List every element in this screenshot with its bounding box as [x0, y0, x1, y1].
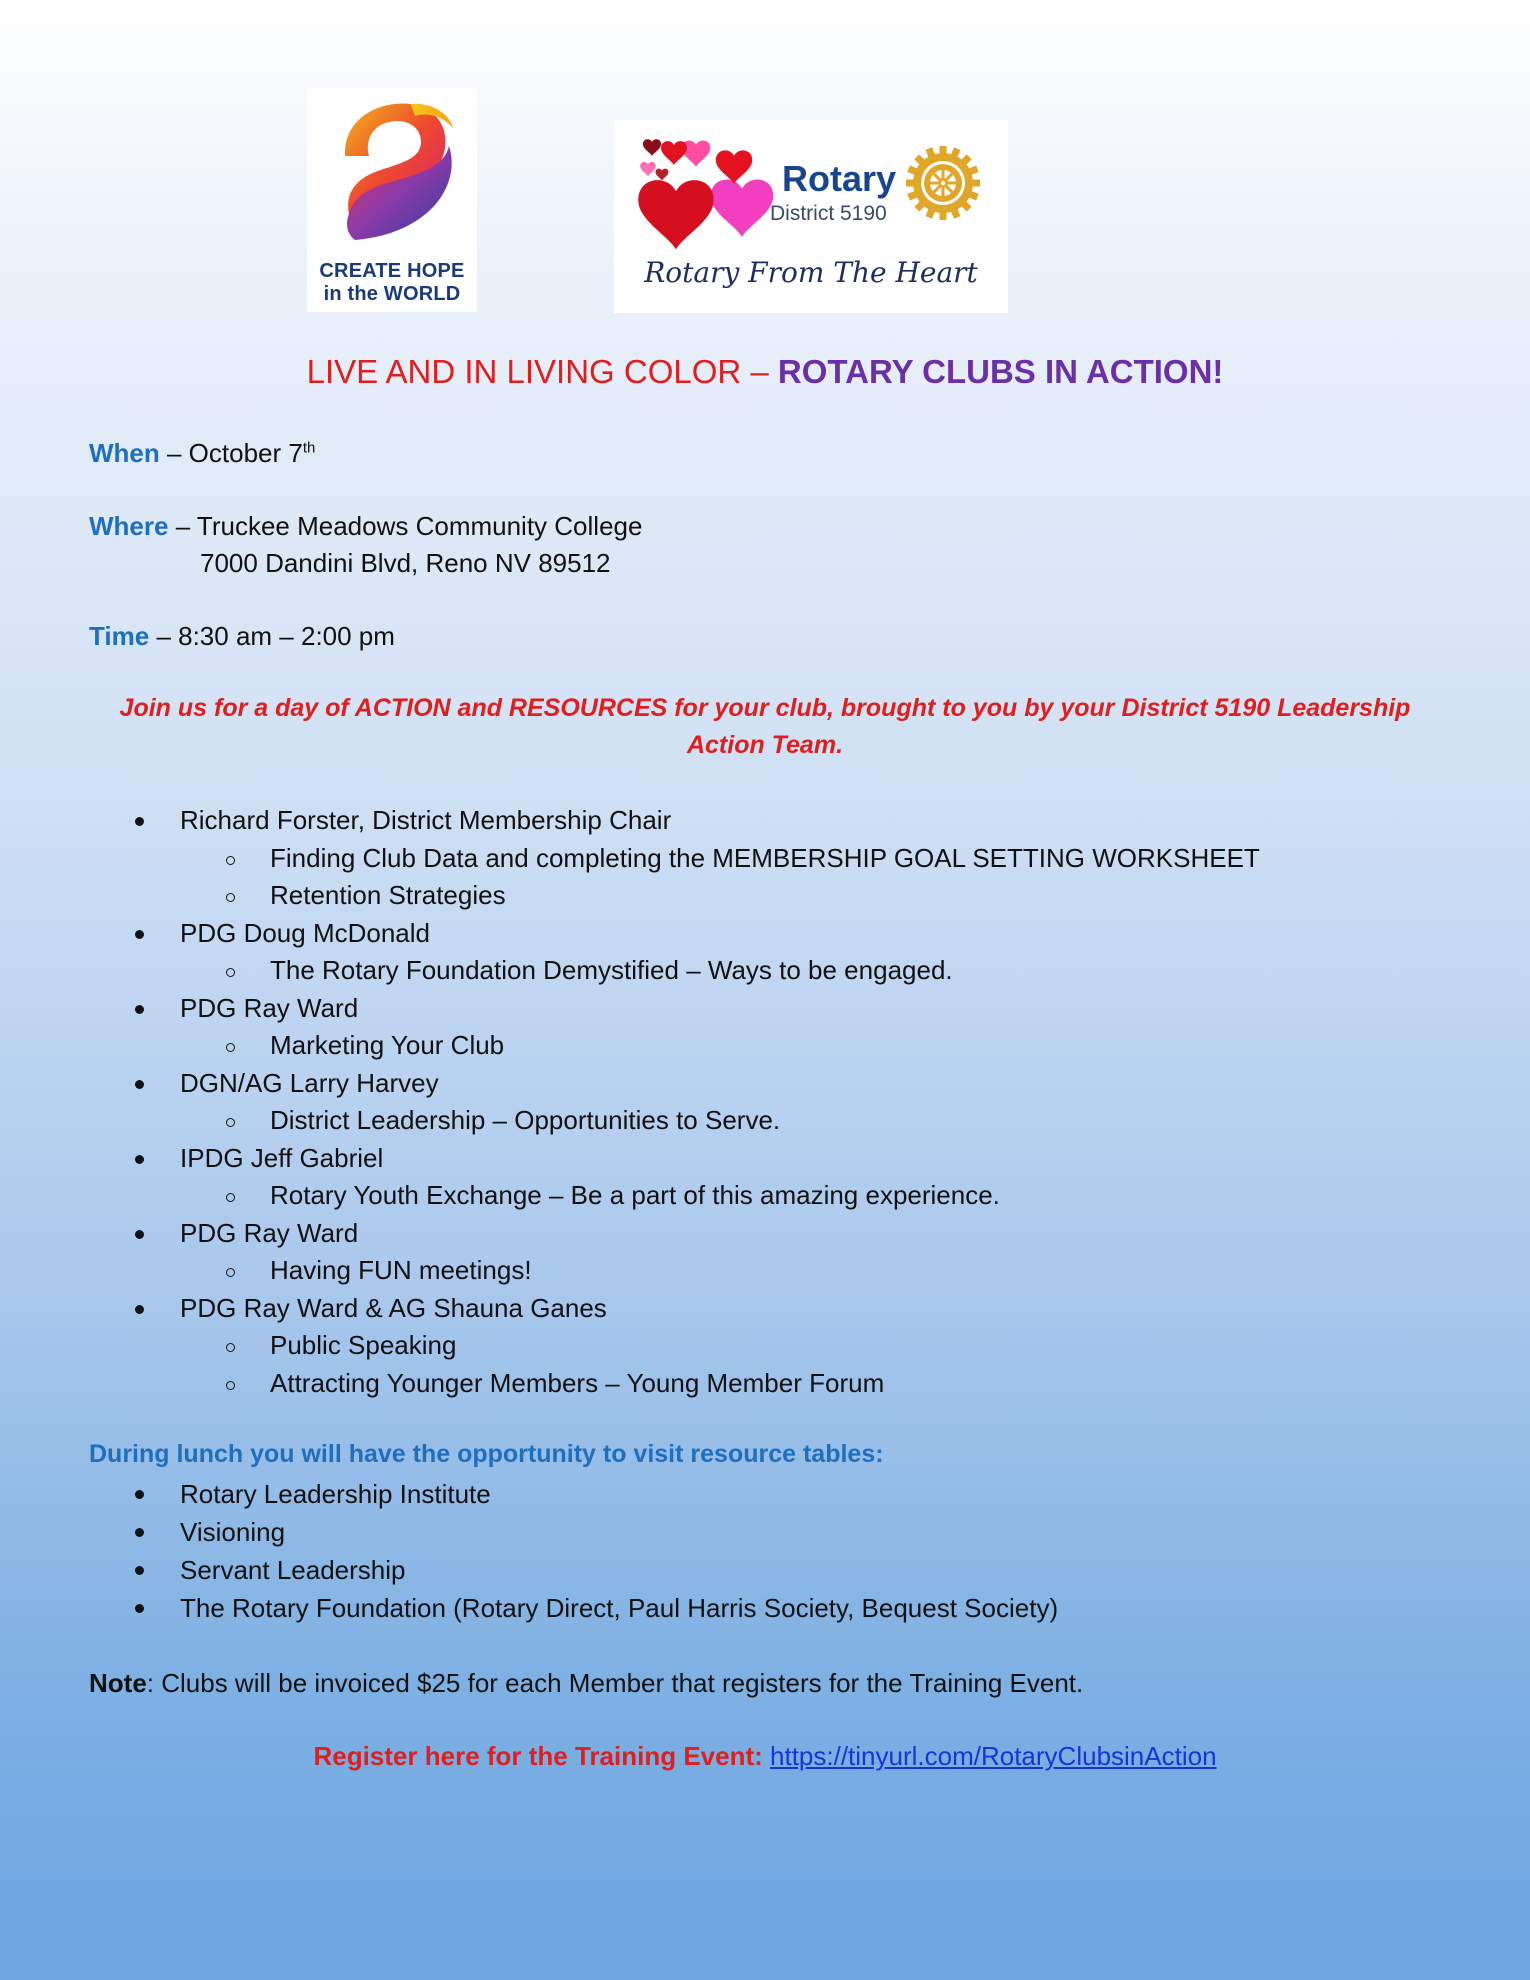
session-topic [0, 840, 1530, 878]
rotary-wordmark: Rotary [782, 158, 897, 199]
sub-bullet-icon [226, 856, 235, 865]
sub-bullet-icon [226, 1118, 235, 1127]
when-suffix: th [302, 439, 316, 457]
bullet-icon [135, 1080, 144, 1089]
create-hope-swirl-icon [325, 98, 459, 256]
bullet-icon [135, 1005, 144, 1014]
session-presenter [0, 802, 1530, 840]
call-to-action: Join us for a day of ACTION and RESOURCES for your club, brought to you by your District 5190 Leadership Action Team. [119, 694, 1411, 759]
topic-text: Marketing Your Club [270, 1030, 505, 1060]
session-topic [0, 1365, 1530, 1403]
time-label: Time [89, 621, 150, 651]
where-address: 7000 Dandini Blvd, Reno NV 89512 [200, 548, 611, 578]
topic-text: Retention Strategies [270, 880, 506, 910]
note-text: : Clubs will be invoiced $25 for each Member that registers for the Training Event. [146, 1668, 1084, 1698]
register-label: Register here for the Training Event: [313, 1741, 763, 1771]
when-row [89, 435, 315, 471]
session-presenter [0, 1290, 1530, 1328]
resource-item [0, 1513, 1530, 1551]
time-row [89, 618, 395, 654]
session-topic [0, 1327, 1530, 1365]
sub-bullet-icon [226, 893, 235, 902]
where-label: Where [89, 511, 169, 541]
hope-logo-line1: CREATE HOPE [319, 260, 465, 282]
resource-item [0, 1551, 1530, 1589]
session-presenter [0, 1215, 1530, 1253]
bullet-icon [135, 1528, 144, 1537]
topic-text: Public Speaking [270, 1330, 457, 1360]
rotary-wheel-icon [904, 144, 982, 222]
topic-text: Having FUN meetings! [270, 1255, 532, 1285]
session-presenter [0, 1065, 1530, 1103]
sub-bullet-icon [226, 1268, 235, 1277]
session-topic [0, 1177, 1530, 1215]
create-hope-logo [307, 88, 477, 312]
lunch-heading: During lunch you will have the opportunity to visit resource tables: [89, 1440, 884, 1468]
bullet-icon [135, 1230, 144, 1239]
sub-bullet-icon [226, 1343, 235, 1352]
presenter-name: PDG Ray Ward [180, 1217, 359, 1248]
resource-text: The Rotary Foundation (Rotary Direct, Paul Harris Society, Bequest Society) [180, 1593, 1059, 1623]
presenter-name: PDG Ray Ward & AG Shauna Ganes [180, 1292, 607, 1323]
bullet-icon [135, 817, 144, 826]
hearts-icon [634, 134, 784, 254]
presenter-name: PDG Ray Ward [180, 992, 359, 1023]
bullet-icon [135, 1604, 144, 1613]
where-row [89, 508, 642, 544]
sub-bullet-icon [226, 1193, 235, 1202]
session-presenter [0, 1140, 1530, 1178]
sub-bullet-icon [226, 1043, 235, 1052]
when-value: – October 7 [159, 438, 303, 468]
title-part2: ROTARY CLUBS IN ACTION! [777, 353, 1224, 390]
topic-text: Rotary Youth Exchange – Be a part of this amazing experience. [270, 1180, 1000, 1210]
topic-text: The Rotary Foundation Demystified – Ways to be engaged. [270, 955, 953, 985]
session-topic [0, 1027, 1530, 1065]
session-list [0, 802, 1530, 1402]
session-topic [0, 952, 1530, 990]
sub-bullet-icon [226, 968, 235, 977]
where-venue: – Truckee Meadows Community College [168, 511, 643, 541]
presenter-name: IPDG Jeff Gabriel [180, 1142, 384, 1173]
session-presenter [0, 990, 1530, 1028]
topic-text: Finding Club Data and completing the MEMBERSHIP GOAL SETTING WORKSHEET [270, 842, 1260, 873]
time-value: – 8:30 am – 2:00 pm [149, 621, 395, 651]
page-title [0, 352, 1530, 392]
bullet-icon [135, 930, 144, 939]
session-topic [0, 877, 1530, 915]
rotary-district-logo [614, 120, 1008, 313]
rotary-tagline: Rotary From The Heart [644, 256, 978, 289]
title-part1: LIVE AND IN LIVING COLOR – [306, 353, 778, 390]
session-presenter [0, 915, 1530, 953]
resource-text: Rotary Leadership Institute [180, 1479, 491, 1509]
when-label: When [89, 438, 160, 468]
hope-logo-line2: in the WORLD [323, 283, 461, 305]
bullet-icon [135, 1490, 144, 1499]
note-label: Note [89, 1668, 147, 1698]
presenter-name: PDG Doug McDonald [180, 917, 430, 948]
topic-text: Attracting Younger Members – Young Member Forum [270, 1367, 885, 1398]
resource-table-list [0, 1475, 1530, 1627]
presenter-name: DGN/AG Larry Harvey [180, 1067, 439, 1098]
register-row [0, 1738, 1530, 1774]
topic-text: District Leadership – Opportunities to Serve. [270, 1105, 781, 1135]
session-topic [0, 1252, 1530, 1290]
bullet-icon [135, 1155, 144, 1164]
bullet-icon [135, 1566, 144, 1575]
sub-bullet-icon [226, 1381, 235, 1390]
rotary-district-label: District 5190 [770, 202, 887, 225]
presenter-name: Richard Forster, District Membership Chair [180, 805, 672, 835]
bullet-icon [135, 1305, 144, 1314]
invoice-note [89, 1665, 1083, 1701]
register-link[interactable]: https://tinyurl.com/RotaryClubsinAction [770, 1741, 1217, 1771]
resource-text: Servant Leadership [180, 1555, 406, 1585]
session-topic [0, 1102, 1530, 1140]
resource-item [0, 1589, 1530, 1627]
resource-item [0, 1475, 1530, 1513]
resource-text: Visioning [180, 1517, 286, 1547]
